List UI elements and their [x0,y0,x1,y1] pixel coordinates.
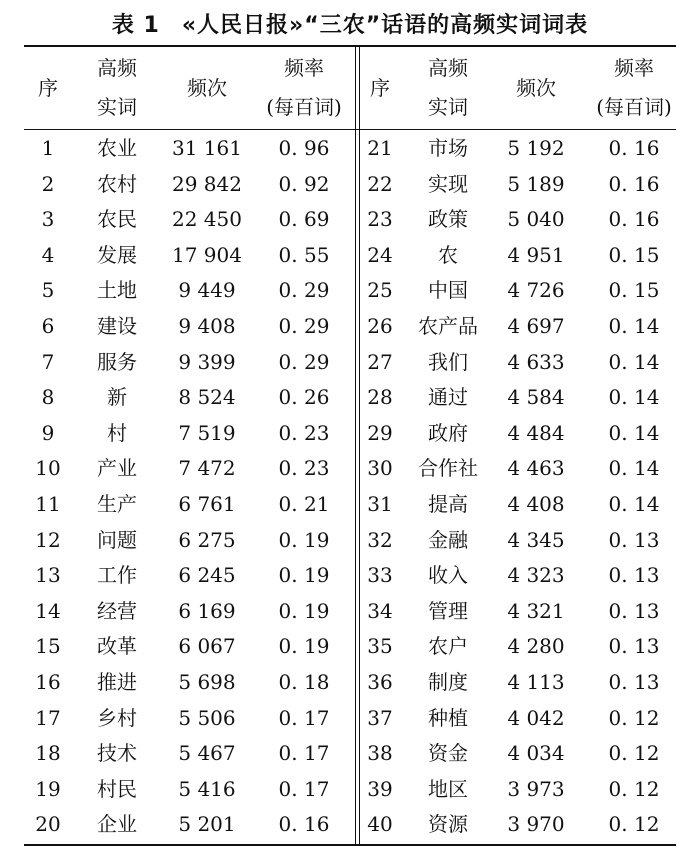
cell-freq: 8 524 [178,385,236,410]
cell-word: 技术 [97,741,137,766]
cell-rate: 0. 14 [608,420,660,445]
cell-seq: 39 [367,776,393,801]
cell-rate: 0. 14 [608,349,660,374]
table-title: «人民日报»“三农”话语的高频实词词表 [181,13,589,38]
cell-freq: 5 467 [178,741,236,766]
cell-seq: 30 [367,456,393,481]
cell-word: 土地 [97,278,137,303]
cell-seq: 38 [367,741,393,766]
header-seq: 序 [370,76,390,100]
cell-word: 村 [107,420,127,445]
cell-rate: 0. 17 [278,776,330,801]
cell-seq: 16 [35,670,61,694]
cell-rate: 0. 15 [608,242,660,267]
cell-freq: 4 463 [507,456,565,481]
cell-freq: 6 275 [178,527,236,552]
header-rate-line2: (每百词) [596,95,672,119]
cell-word: 生产 [97,492,137,516]
cell-rate: 0. 16 [608,207,660,232]
cell-rate: 0. 13 [608,527,660,552]
cell-rate: 0. 16 [608,171,660,196]
cell-seq: 15 [35,634,61,659]
cell-seq: 37 [367,705,393,730]
column-divider [355,46,356,844]
cell-seq: 4 [41,242,55,267]
cell-rate: 0. 14 [608,385,660,410]
cell-rate: 0. 29 [278,314,330,338]
cell-seq: 3 [41,207,55,232]
cell-seq: 23 [367,207,393,232]
cell-seq: 28 [367,385,393,410]
cell-rate: 0. 14 [608,314,660,338]
cell-rate: 0. 23 [278,420,330,445]
table-number: 表 1 [111,13,160,38]
cell-freq: 5 192 [507,136,565,160]
cell-word: 收入 [428,563,468,588]
cell-seq: 35 [367,634,393,659]
cell-seq: 7 [41,349,55,374]
cell-freq: 4 280 [507,634,565,659]
cell-word: 改革 [97,634,137,659]
cell-word: 我们 [428,349,468,374]
cell-rate: 0. 23 [278,456,330,481]
cell-freq: 4 042 [507,705,565,730]
cell-seq: 21 [367,136,393,160]
header-rule [24,129,676,130]
cell-rate: 0. 21 [278,492,330,516]
cell-freq: 4 323 [507,563,565,588]
cell-freq: 29 842 [172,171,242,196]
cell-rate: 0. 29 [278,349,330,374]
header-rate-line2: (每百词) [266,95,342,119]
cell-freq: 5 201 [178,812,236,837]
cell-word: 服务 [97,349,137,374]
cell-word: 合作社 [418,456,478,481]
cell-word: 推进 [97,670,137,694]
table-caption [0,8,700,39]
cell-seq: 10 [35,456,61,481]
cell-freq: 6 067 [178,634,236,659]
cell-freq: 4 113 [507,670,565,694]
cell-rate: 0. 92 [278,171,330,196]
cell-freq: 7 519 [178,420,236,445]
cell-rate: 0. 13 [608,563,660,588]
header-freq: 频次 [516,76,556,100]
cell-freq: 6 761 [178,492,236,516]
cell-freq: 4 484 [507,420,565,445]
top-rule [24,45,676,47]
cell-freq: 5 698 [178,670,236,694]
cell-rate: 0. 19 [278,598,330,623]
cell-rate: 0. 19 [278,527,330,552]
cell-freq: 5 040 [507,207,565,232]
cell-word: 管理 [428,598,468,623]
cell-rate: 0. 12 [608,741,660,766]
cell-word: 农业 [97,136,137,160]
cell-seq: 33 [367,563,393,588]
cell-rate: 0. 13 [608,670,660,694]
cell-word: 资金 [428,741,468,766]
header-word-line2: 实词 [428,95,468,119]
cell-seq: 11 [35,492,61,516]
cell-freq: 4 584 [507,385,565,410]
cell-word: 企业 [97,812,137,837]
cell-word: 提高 [428,492,468,516]
cell-word: 通过 [428,385,468,410]
cell-seq: 31 [367,492,393,516]
cell-seq: 1 [41,136,55,160]
cell-word: 市场 [428,136,468,160]
cell-freq: 4 951 [507,242,565,267]
cell-rate: 0. 12 [608,705,660,730]
header-rate-line1: 频率 [614,56,654,80]
cell-rate: 0. 12 [608,812,660,837]
cell-word: 发展 [97,242,137,267]
cell-rate: 0. 17 [278,741,330,766]
cell-rate: 0. 14 [608,492,660,516]
cell-freq: 4 034 [507,741,565,766]
cell-seq: 13 [35,563,61,588]
cell-seq: 20 [35,812,61,837]
cell-rate: 0. 18 [278,670,330,694]
cell-word: 建设 [97,314,137,338]
cell-word: 政府 [428,420,468,445]
cell-seq: 25 [367,278,393,303]
cell-seq: 27 [367,349,393,374]
cell-freq: 7 472 [178,456,236,481]
cell-rate: 0. 96 [278,136,330,160]
cell-freq: 5 189 [507,171,565,196]
cell-rate: 0. 19 [278,634,330,659]
cell-freq: 4 633 [507,349,565,374]
cell-freq: 17 904 [172,242,242,267]
cell-rate: 0. 26 [278,385,330,410]
cell-rate: 0. 17 [278,705,330,730]
cell-word: 农产品 [418,314,478,338]
cell-seq: 32 [367,527,393,552]
cell-freq: 3 970 [507,812,565,837]
cell-seq: 40 [367,812,393,837]
cell-rate: 0. 13 [608,598,660,623]
cell-word: 经营 [97,598,137,623]
cell-rate: 0. 16 [608,136,660,160]
cell-word: 农户 [428,634,468,659]
cell-seq: 26 [367,314,393,338]
cell-freq: 4 408 [507,492,565,516]
header-word-line2: 实词 [97,95,137,119]
cell-freq: 9 408 [178,314,236,338]
cell-word: 地区 [428,776,468,801]
cell-seq: 12 [35,527,61,552]
header-seq: 序 [38,76,58,100]
cell-freq: 31 161 [172,136,242,160]
cell-word: 新 [107,385,127,410]
cell-seq: 8 [41,385,55,410]
cell-rate: 0. 16 [278,812,330,837]
cell-word: 种植 [428,705,468,730]
cell-word: 农村 [97,171,137,196]
cell-seq: 5 [41,278,55,303]
cell-rate: 0. 14 [608,456,660,481]
cell-word: 产业 [97,456,137,481]
cell-rate: 0. 29 [278,278,330,303]
cell-word: 实现 [428,171,468,196]
cell-seq: 22 [367,171,393,196]
cell-word: 农 [438,242,458,267]
cell-seq: 24 [367,242,393,267]
cell-rate: 0. 15 [608,278,660,303]
header-word-line1: 高频 [428,56,468,80]
cell-freq: 4 321 [507,598,565,623]
header-freq: 频次 [187,76,227,100]
cell-word: 资源 [428,812,468,837]
bottom-rule [24,844,676,846]
cell-word: 乡村 [97,705,137,730]
cell-word: 问题 [97,527,137,552]
cell-word: 中国 [428,278,468,303]
cell-word: 农民 [97,207,137,232]
cell-seq: 36 [367,670,393,694]
cell-seq: 18 [35,741,61,766]
cell-freq: 4 697 [507,314,565,338]
cell-freq: 3 973 [507,776,565,801]
cell-freq: 9 449 [178,278,236,303]
cell-seq: 6 [41,314,55,338]
cell-rate: 0. 19 [278,563,330,588]
cell-word: 制度 [428,670,468,694]
header-word-line1: 高频 [97,56,137,80]
cell-rate: 0. 55 [278,242,330,267]
cell-freq: 9 399 [178,349,236,374]
cell-freq: 5 506 [178,705,236,730]
cell-rate: 0. 12 [608,776,660,801]
cell-seq: 2 [41,171,55,196]
cell-word: 金融 [428,527,468,552]
cell-rate: 0. 69 [278,207,330,232]
cell-word: 村民 [97,776,137,801]
cell-freq: 22 450 [172,207,242,232]
cell-freq: 6 169 [178,598,236,623]
cell-seq: 14 [35,598,61,623]
cell-seq: 9 [41,420,55,445]
cell-freq: 4 726 [507,278,565,303]
header-rate-line1: 频率 [284,56,324,80]
cell-seq: 34 [367,598,393,623]
cell-freq: 4 345 [507,527,565,552]
cell-seq: 19 [35,776,61,801]
cell-seq: 29 [367,420,393,445]
cell-seq: 17 [35,705,61,730]
column-divider [359,46,360,844]
cell-rate: 0. 13 [608,634,660,659]
cell-word: 政策 [428,207,468,232]
cell-word: 工作 [97,563,137,588]
cell-freq: 6 245 [178,563,236,588]
cell-freq: 5 416 [178,776,236,801]
